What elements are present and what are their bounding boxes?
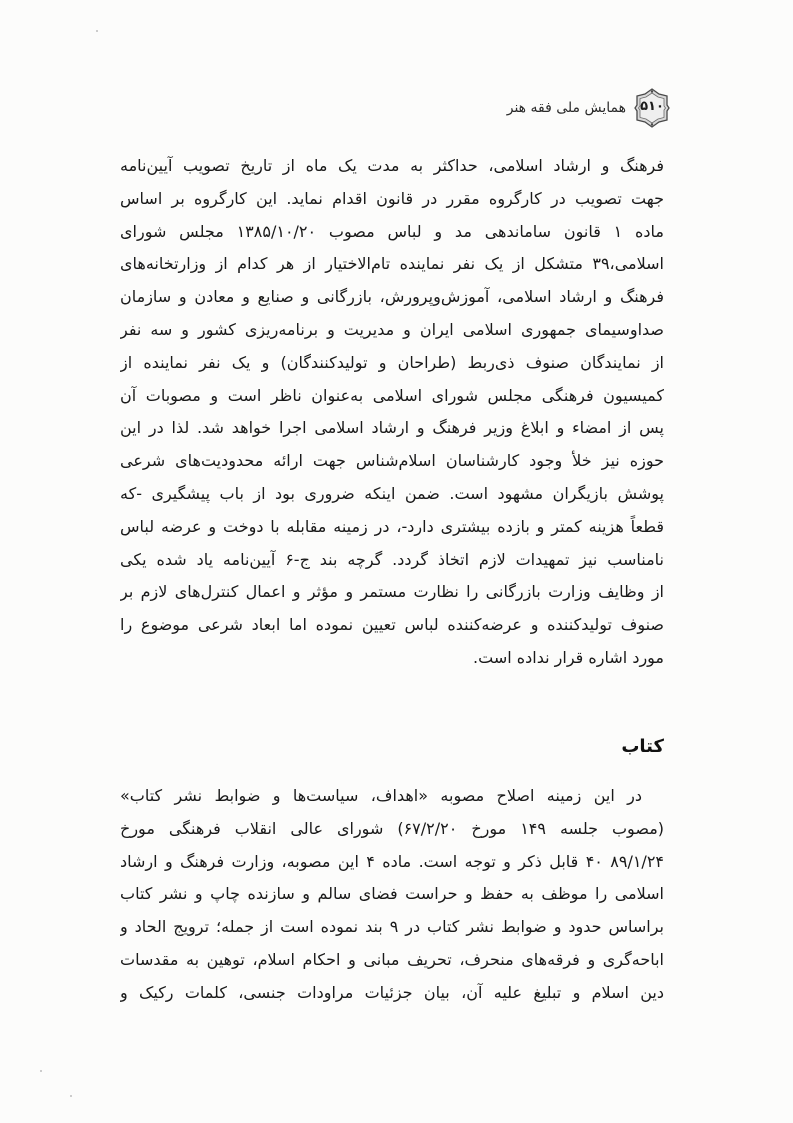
text-line: از وظایف وزارت بازرگانی را نظارت مستمر و مؤثر و اعمال کنترل‌های لازم بر: [120, 582, 664, 602]
text-line: فرهنگ و ارشاد اسلامی، حداکثر به مدت یک ماه از تاریخ تصویب آیین‌نامه: [120, 156, 664, 175]
scan-speck: [96, 30, 98, 32]
text-line: پس از امضاء و ابلاغ وزیر فرهنگ و ارشاد اسلامی اجرا خواهد شد. لذا در این: [120, 418, 664, 438]
scan-speck: [70, 1095, 72, 1097]
page-number: ۵۱۰: [640, 99, 664, 114]
text-line: اسلامی،۳۹ متشکل از یک نفر نماینده تام‌الاختیار از هر کدام از وزارتخانه‌های: [120, 254, 664, 274]
scan-speck: [40, 1070, 42, 1072]
text-line: نامناسب نیز تمهیدات لازم اتخاذ گردد. گرچه بند ج-۶ آیین‌نامه یاد شده یکی: [120, 549, 664, 569]
text-line: در این زمینه اصلاح مصوبه «اهداف، سیاست‌ها و ضوابط نشر کتاب»: [120, 786, 642, 805]
text-line: مورد اشاره قرار نداده است.: [473, 647, 664, 667]
paragraph-dress-regulation: [120, 150, 664, 675]
text-line: ۸۹/۱/۲۴ ۴۰ قابل ذکر و توجه است. ماده ۴ این مصوبه، وزارت فرهنگ و ارشاد: [120, 851, 664, 871]
text-line: اسلامی را موظف به حفظ و حراست فضای سالم و سازنده چاپ و نشر کتاب: [120, 884, 664, 904]
text-line: صنوف تولیدکننده و عرضه‌کننده لباس تعیین نموده اما ابعاد شرعی موضوع را: [120, 615, 664, 635]
text-line: جهت تصویب در کارگروه مقرر در قانون اقدام نماید. این کارگروه بر اساس: [120, 188, 664, 208]
text-line: براساس حدود و ضوابط نشر کتاب در ۹ بند نموده است از جمله؛ ترویج الحاد و: [120, 917, 664, 937]
text-line: حوزه نیز خلأ وجود کارشناسان اسلام‌شناس جهت ارائه محدودیت‌های شرعی: [120, 451, 664, 471]
text-line: فرهنگ و ارشاد اسلامی، آموزش‌وپرورش، بازرگانی و صنایع و معادن و سازمان: [120, 287, 664, 307]
text-line: صداوسیمای جمهوری اسلامی ایران و مدیریت و برنامه‌ریزی کشور و سه نفر: [120, 319, 664, 339]
text-line: از نمایندگان صنوف ذی‌ربط (طراحان و تولیدکنندگان) و یک نفر نماینده از: [120, 352, 664, 372]
text-line: پوشش بازیگران مشهود است. ضمن اینکه ضروری بود از باب پیشگیری -که: [120, 483, 664, 503]
text-line: قطعاً هزینه کمتر و بازده بیشتری دارد-، در زمینه مقابله با دوخت و عرضه لباس: [120, 516, 664, 536]
paragraph-book-publishing: [120, 780, 664, 1010]
text-line: (مصوب جلسه ۱۴۹ مورخ ۶۷/۲/۲۰) شورای عالی انقلاب فرهنگی مورخ: [120, 818, 664, 838]
text-line: دین اسلام و تبلیغ علیه آن، بیان جزئیات مراودات جنسی، کلمات رکیک و: [120, 982, 664, 1002]
running-title: همایش ملی فقه هنر: [506, 100, 626, 116]
text-line: کمیسیون فرهنگی مجلس شورای اسلامی به‌عنوان ناظر است و مصوبات آن: [120, 385, 664, 405]
text-line: اباحه‌گری و فرقه‌های منحرف، تحریف مبانی و احکام اسلام، توهین به مقدسات: [120, 949, 664, 969]
text-line: ماده ۱ قانون ساماندهی مد و لباس مصوب ۱۳۸۵/۱۰/۲۰ مجلس شورای: [120, 221, 664, 241]
page-header: [470, 88, 670, 132]
section-heading: کتاب: [621, 736, 664, 757]
